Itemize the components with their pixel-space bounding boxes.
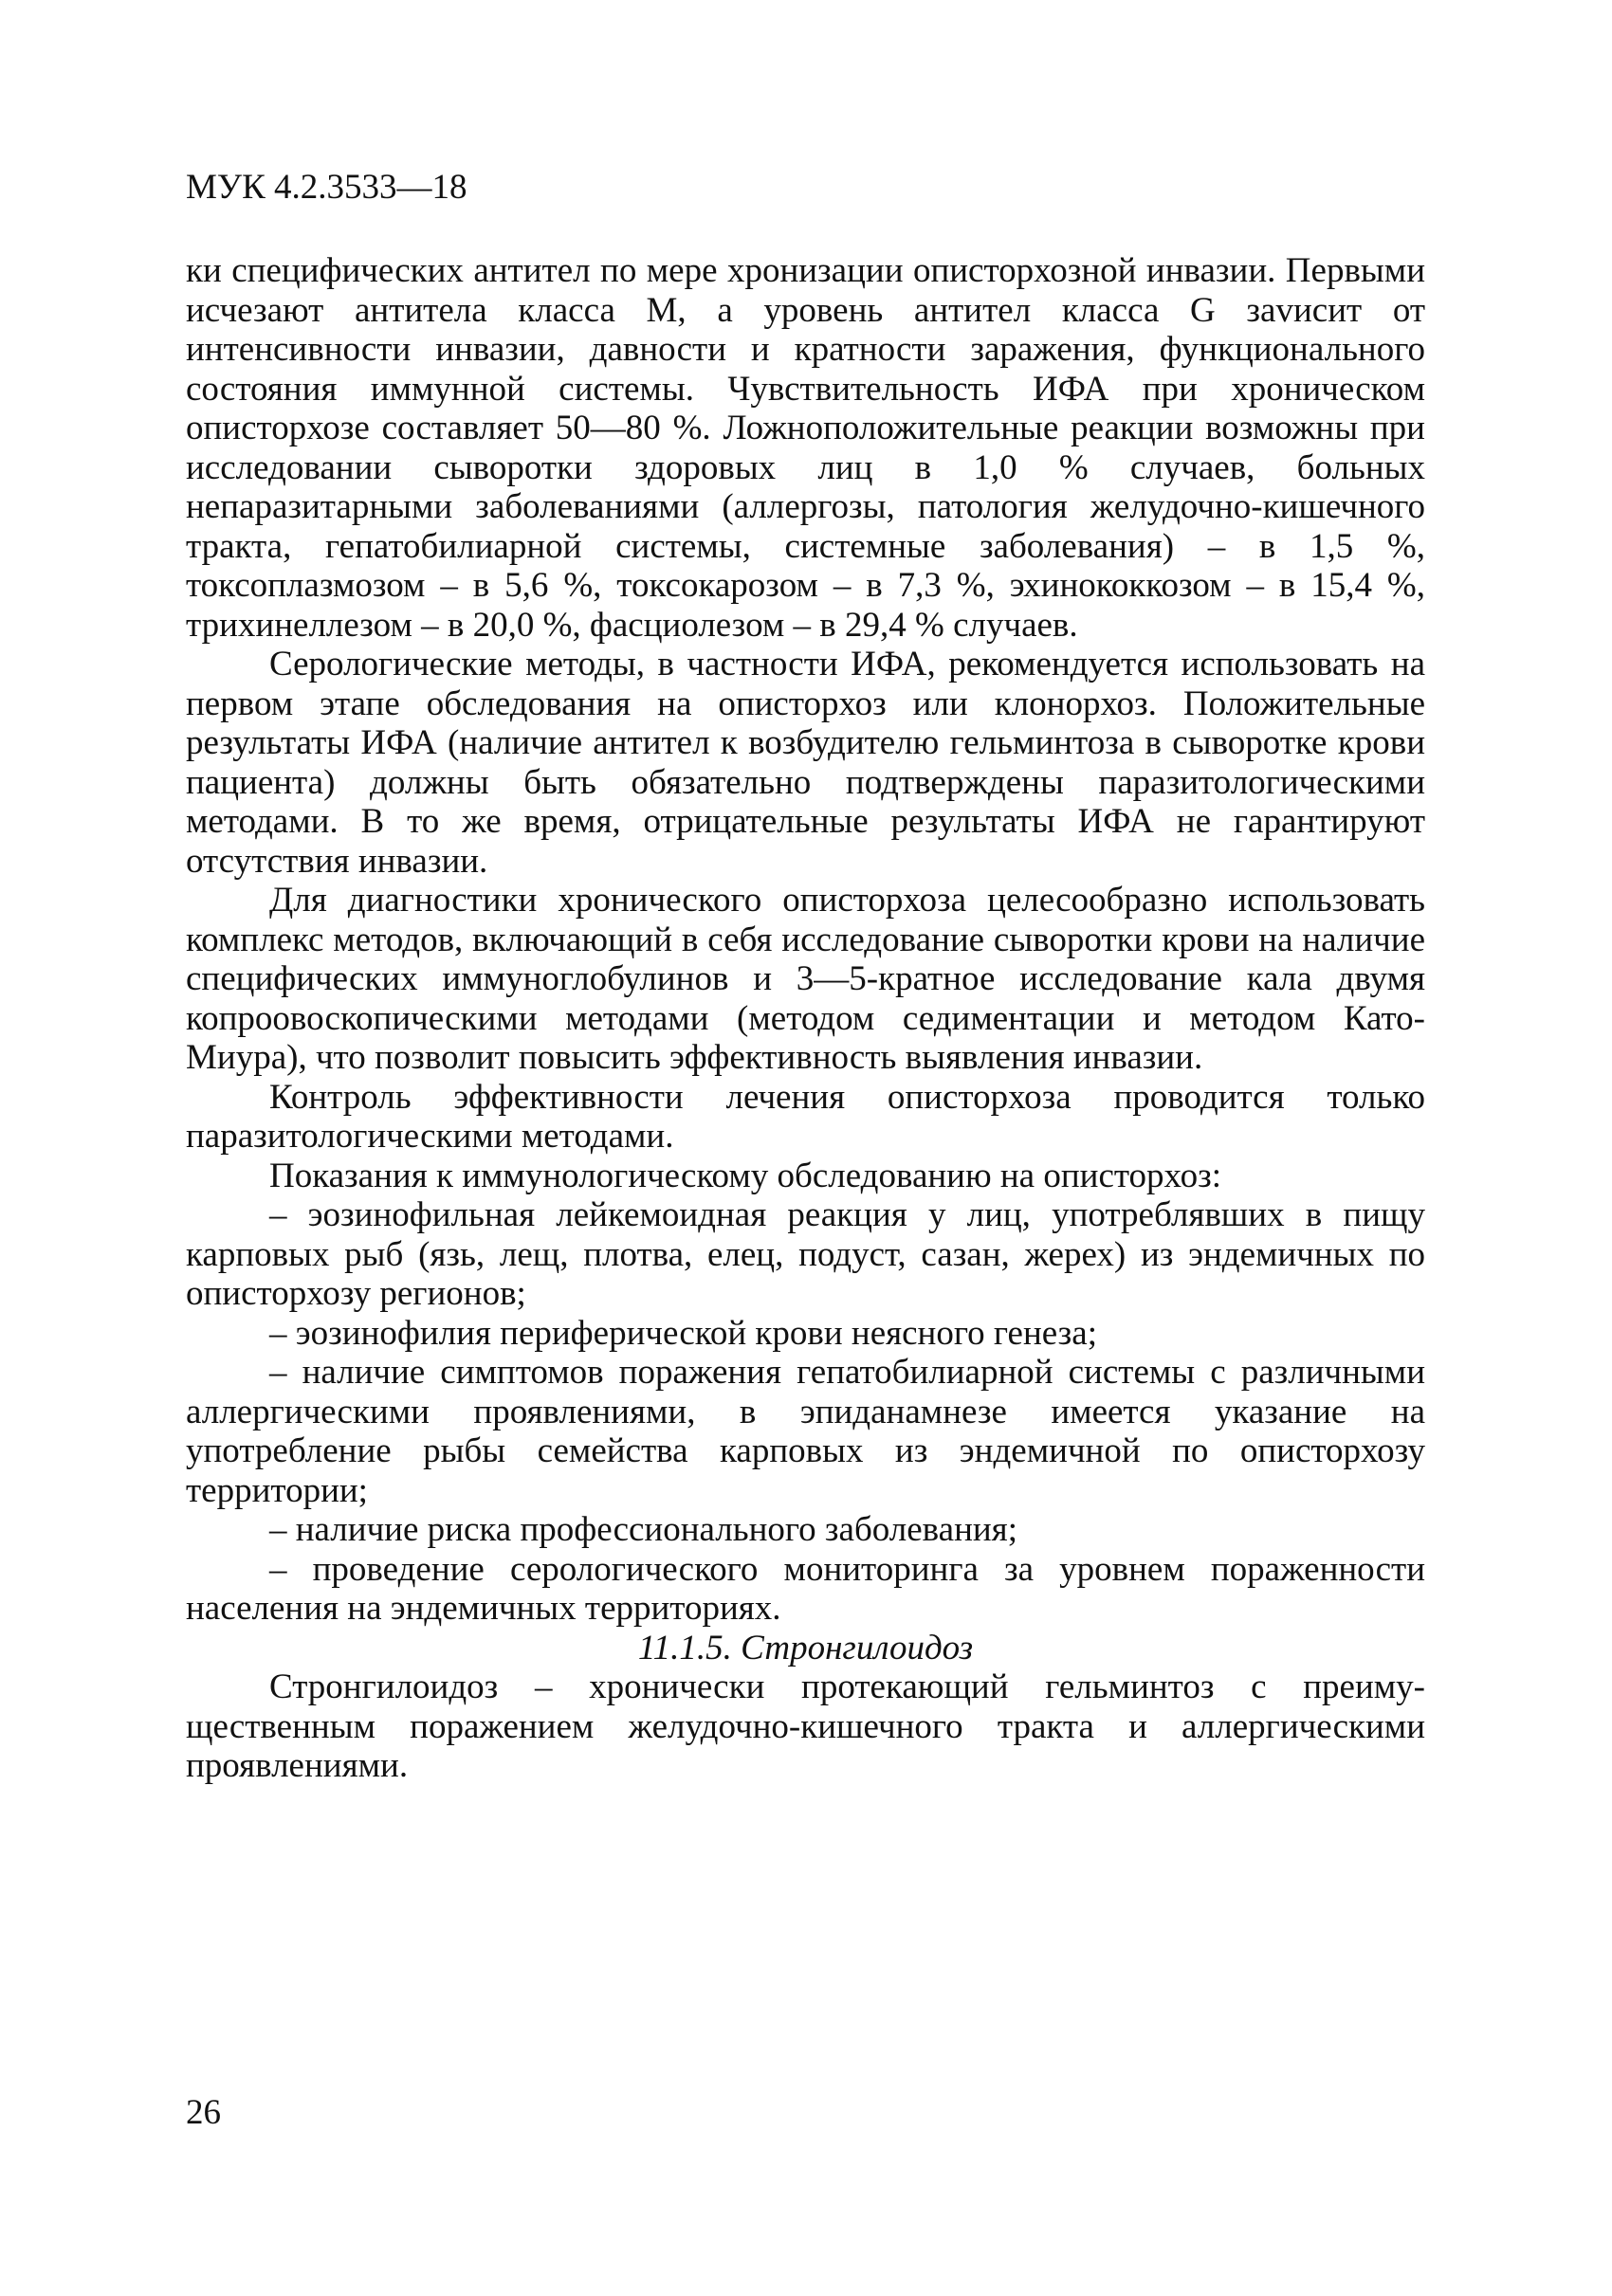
paragraph-strongyloidiasis-definition: Стронгилоидоз – хронически протекающий гельминтоз с преимущественным поражением желудочно-кишечного тракта и аллергическими проявлениями. [186, 1667, 1425, 1785]
page-body [186, 251, 1425, 1786]
list-item-eosinophilia: – эозинофилия периферической крови неясного генеза; [269, 1313, 1097, 1353]
list-item-serological-monitoring: – проведение серологического мониторинга за уровнем пораженности населения на эндемичных территориях. [186, 1549, 1425, 1628]
paragraph-diagnostic-complex: Для диагностики хронического описторхоза целесообразно использовать комплекс методов, включающий в себя исследование сыворотки крови на наличие специфических иммуноглобулинов и 3—5-кратное исследование кала двумя копроовоскопическими методами (методом седиментации и методом Като-Миура), что позволит повысить эффективность выявления инвазии. [186, 881, 1425, 1077]
paragraph-serological-methods: Серологические методы, в частности ИФА, рекомендуется использовать на первом этапе обследования на описторхоз или клонорхоз. Положительные результаты ИФА (наличие антител к возбудителю гельминтоза в сыворотке крови пациента) должны быть обязательно подтверждены паразитологическими методами. В то же время, отрицательные результаты ИФА не гарантируют отсутствия инвазии. [186, 645, 1425, 881]
paragraph-indications-intro: Показания к иммунологическому обследованию на описторхоз: [269, 1156, 1222, 1195]
paragraph-treatment-control: Контроль эффективности лечения описторхоза проводится только паразитологическими методами. [186, 1077, 1425, 1156]
list-item-occupational-risk: – наличие риска профессионального заболевания; [269, 1510, 1017, 1549]
page-number: 26 [186, 2093, 221, 2132]
list-item-hepatobiliary-symptoms: – наличие симптомов поражения гепатобилиарной системы с различными аллергическими проявлениями, в эпиданамнезе имеется указание на употребление рыбы семейства карповых из эндемичной по описторхозу территории; [186, 1353, 1425, 1510]
list-item-eosinophilic-reaction: – эозинофильная лейкемоидная реакция у лиц, употреблявших в пищу карповых рыб (язь, лещ, плотва, елец, подуст, сазан, жерех) из эндемичных по описторхозу регионов; [186, 1195, 1425, 1313]
section-heading: 11.1.5. Стронгилоидоз [637, 1628, 974, 1667]
paragraph-antibody-dynamics: ки специфических антител по мере хронизации описторхозной инвазии. Первыми исчезают антитела класса М, а уровень антител класса G заvисит от интенсивности инвазии, давности и кратности заражения, функционального состояния иммунной системы. Чувствительность ИФА при хроническом описторхозе составляет 50—80 %. Ложноположительные реакции возможны при исследовании сыворотки здоровых лиц в 1,0 % случаев, больных непаразитарными заболеваниями (аллергозы, патология желудочно-кишечного тракта, гепатобилиарной системы, системные заболевания) – в 1,5 %, токсоплазмозом – в 5,6 %, токсокарозом – в 7,3 %, эхинококкозом – в 15,4 %, трихинеллезом – в 20,0 %, фасциолезом – в 29,4 % случаев. [186, 251, 1425, 645]
document-header: МУК 4.2.3533—18 [186, 168, 467, 207]
